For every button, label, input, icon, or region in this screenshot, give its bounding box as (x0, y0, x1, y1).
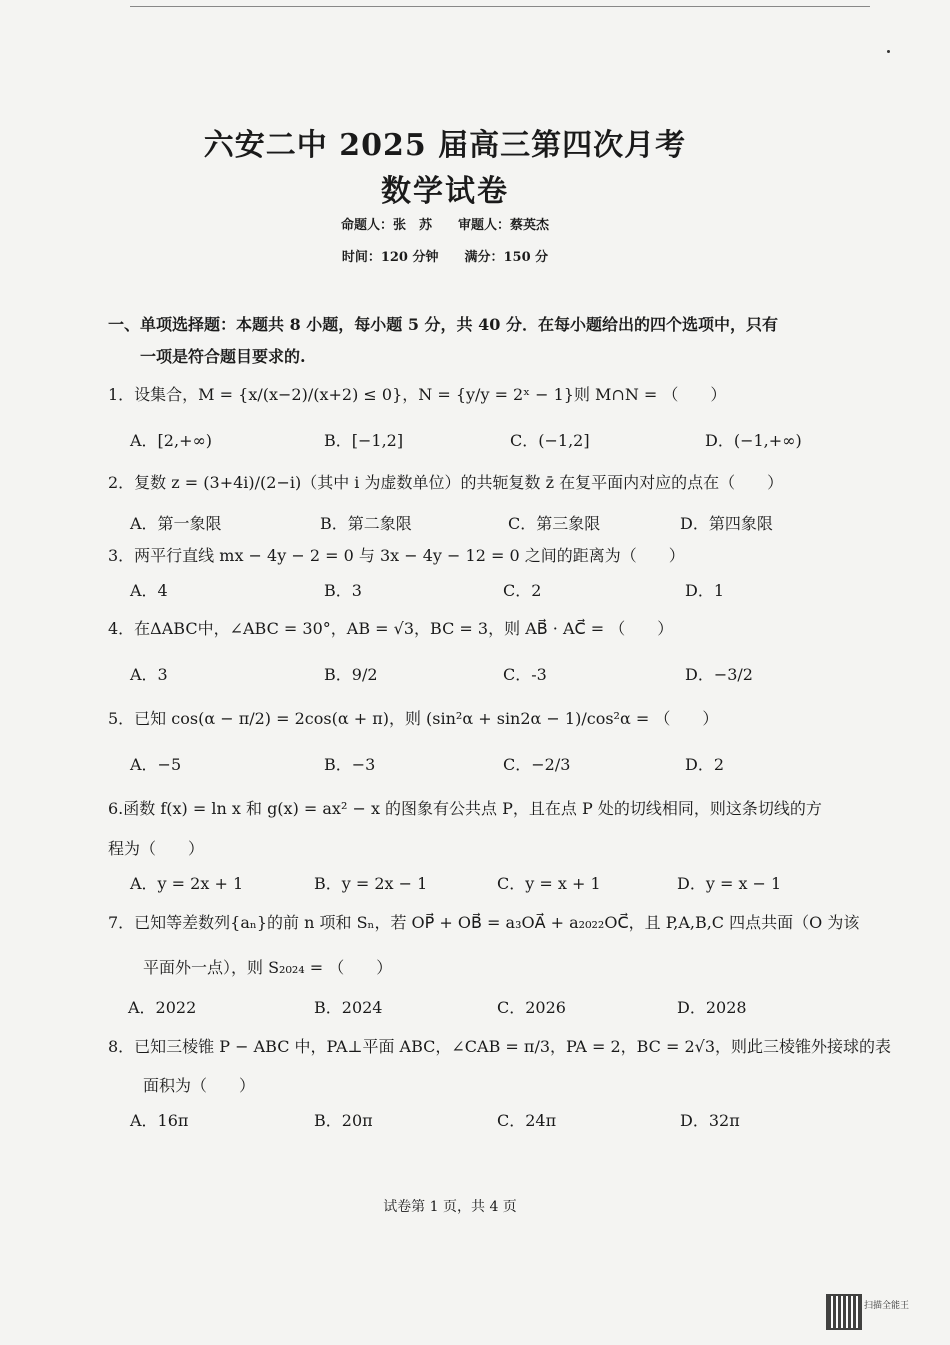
scanner-badge: 扫描全能王 (864, 1301, 910, 1311)
exam-subject: 数学试卷 (381, 174, 509, 209)
question-6-option-d: D．y = x − 1 (677, 874, 782, 893)
question-4-stem: 4．在ΔABC中，∠ABC = 30°，AB = √3，BC = 3，则 AB⃗ · AC⃗ = （ ） (108, 619, 674, 638)
question-5-stem: 5．已知 cos(α − π/2) = 2cos(α + π)，则 (sin²α + sin2α − 1)/cos²α = （ ） (108, 709, 719, 728)
question-4-option-d: D．−3/2 (685, 665, 753, 684)
qr-code-icon (826, 1294, 862, 1330)
question-1-stem: 1．设集合，M = {x/(x−2)/(x+2) ≤ 0}，N = {y/y = 2ˣ − 1}则 M∩N = （ ） (108, 385, 727, 404)
exam-title: 六安二中 2025 届高三第四次月考 (203, 128, 687, 163)
page-footer: 试卷第 1 页，共 4 页 (383, 1199, 517, 1215)
question-1-option-a: A．[2,+∞) (130, 431, 213, 450)
question-8-option-c: C．24π (497, 1111, 557, 1130)
section-heading-line1: 一、单项选择题：本题共 8 小题，每小题 5 分，共 40 分．在每小题给出的四个选项中，只有 (108, 315, 778, 334)
question-8-stem-line2: 面积为（ ） (143, 1076, 256, 1095)
question-3-option-b: B．3 (324, 581, 362, 600)
question-2-stem: 2．复数 z = (3+4i)/(2−i)（其中 i 为虚数单位）的共轭复数 z̄ 在复平面内对应的点在（ ） (108, 473, 784, 492)
question-3-option-d: D．1 (685, 581, 725, 600)
scan-speck (887, 50, 890, 53)
question-8-stem-line1: 8．已知三棱锥 P − ABC 中，PA⊥平面 ABC，∠CAB = π/3，PA = 2，BC = 2√3，则此三棱锥外接球的表 (108, 1037, 892, 1056)
question-7-option-d: D．2028 (677, 998, 747, 1017)
question-5-option-c: C．−2/3 (503, 755, 571, 774)
question-2-option-b: B．第二象限 (320, 514, 412, 533)
question-3-stem: 3．两平行直线 mx − 4y − 2 = 0 与 3x − 4y − 12 = 0 之间的距离为（ ） (108, 546, 685, 565)
question-6-option-b: B．y = 2x − 1 (314, 874, 428, 893)
question-1-option-b: B．[−1,2] (324, 431, 404, 450)
authors-line: 命题人：张 苏 审题人：蔡英杰 (340, 218, 549, 233)
question-1-option-c: C．(−1,2] (510, 431, 590, 450)
question-7-stem-line2: 平面外一点），则 S₂₀₂₄ = （ ） (143, 958, 393, 977)
question-4-option-b: B．9/2 (324, 665, 378, 684)
question-7-stem-line1: 7．已知等差数列{aₙ}的前 n 项和 Sₙ，若 OP⃗ + OB⃗ = a₃OA⃗ + a₂₀₂₂OC⃗，且 P,A,B,C 四点共面（O 为该 (108, 913, 860, 932)
top-rule (130, 6, 870, 7)
question-4-option-a: A．3 (130, 665, 168, 684)
question-8-option-b: B．20π (314, 1111, 373, 1130)
question-7-option-a: A．2022 (128, 998, 197, 1017)
question-5-option-d: D．2 (685, 755, 725, 774)
question-7-option-b: B．2024 (314, 998, 383, 1017)
question-4-option-c: C．-3 (503, 665, 547, 684)
time-score-line: 时间：120 分钟 满分：150 分 (341, 250, 549, 265)
section-heading-line2: 一项是符合题目要求的. (140, 347, 306, 366)
question-3-option-c: C．2 (503, 581, 542, 600)
question-6-option-c: C．y = x + 1 (497, 874, 601, 893)
question-7-option-c: C．2026 (497, 998, 566, 1017)
question-8-option-d: D．32π (680, 1111, 740, 1130)
question-1-option-d: D．(−1,+∞) (705, 431, 802, 450)
question-3-option-a: A．4 (130, 581, 168, 600)
question-5-option-b: B．−3 (324, 755, 376, 774)
question-2-option-c: C．第三象限 (508, 514, 601, 533)
question-2-option-d: D．第四象限 (680, 514, 773, 533)
question-6-option-a: A．y = 2x + 1 (130, 874, 244, 893)
question-6-stem-line1: 6.函数 f(x) = ln x 和 g(x) = ax² − x 的图象有公共点 P，且在点 P 处的切线相同，则这条切线的方 (108, 799, 822, 818)
question-2-option-a: A．第一象限 (130, 514, 222, 533)
question-6-stem-line2: 程为（ ） (108, 839, 205, 858)
question-5-option-a: A．−5 (130, 755, 182, 774)
question-8-option-a: A．16π (130, 1111, 189, 1130)
